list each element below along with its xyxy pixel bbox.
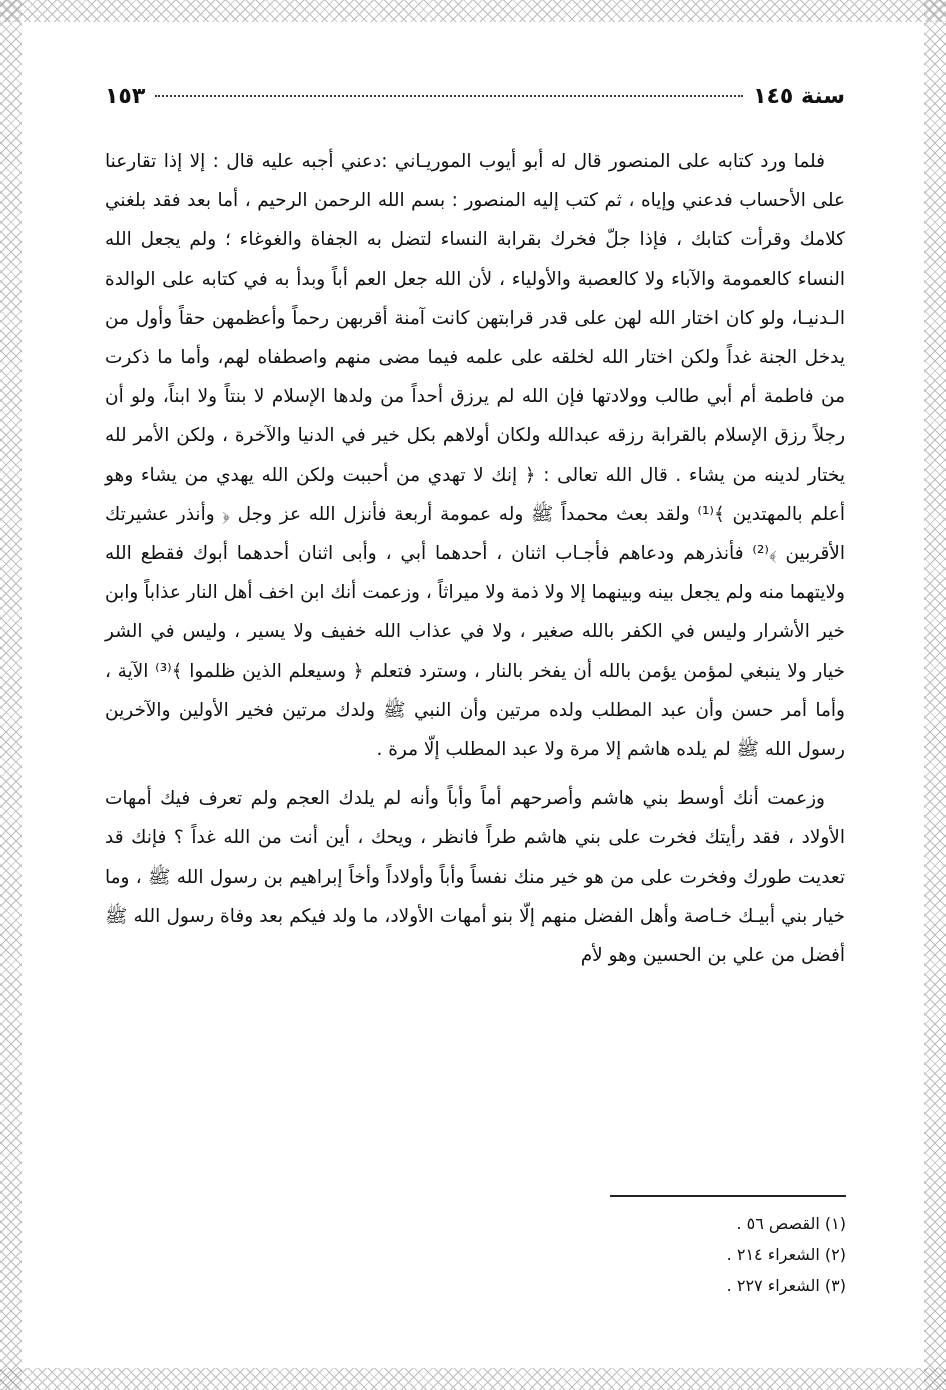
page	[105, 84, 845, 975]
ornamental-border-top	[0, 0, 946, 22]
footnote: (٣) الشعراء ٢٢٧ .	[726, 1276, 846, 1295]
footnote: (٢) الشعراء ٢١٤ .	[726, 1245, 846, 1264]
ornamental-border-right	[924, 0, 946, 1390]
page-number: ١٥٣	[105, 84, 146, 109]
footnote-separator	[610, 1195, 846, 1197]
header-dotted-leader	[155, 95, 743, 97]
footnote: (١) القصص ٥٦ .	[736, 1214, 846, 1233]
ornamental-border-left	[0, 0, 22, 1390]
running-header	[105, 84, 845, 124]
footnotes	[546, 1208, 846, 1301]
header-year-title: سنة ١٤٥	[753, 84, 845, 109]
paragraph: وزعمت أنك أوسط بني هاشم وأصرحهم أماً وأباً وأنه لم يلدك العجم ولم تعرف فيك أمهات الأولاد ، فقد رأيتك فخرت على بني هاشم طراً فانظر ، ويحك ، أين أنت من الله غداً ؟ فإنك قد تعديت طورك وفخرت على من هو خير منك نفساً وأباً وأولاداً وأخاً إبراهيم بن رسول الله ﷺ ، وما خيار بني أبيـك خـاصة وأهل الفضل منهم إلّا بنو أمهات الأولاد، ما ولد فيكم بعد وفاة رسول الله ﷺ أفضل من علي بن الحسين وهو لأم	[105, 788, 845, 967]
paragraph: فلما ورد كتابه على المنصور قال له أبو أيوب الموريـاني :دعني أجبه عليه قال : إلا إذا تقارعنا على الأحساب فدعني وإياه ، ثم كتب إليه المنصور : بسم الله الرحمن الرحيم ، أما بعد فقد بلغني كلامك وقرأت كتابك ، فإذا جلّ فخرك بقرابة النساء لتضل به الجفاة والغوغاء ؛ ولم يجعل الله النساء كالعمومة والآباء ولا كالعصبة والأولياء ، لأن الله جعل العم أباً وبدأ به في كتابه على الوالدة الـدنيـا، ولو كان اختار الله لهن على قدر قرابتهن كانت آمنة أقربهن رحماً وأعظمهن حقاً وأول من يدخل الجنة غداً ولكن اختار الله لخلقه على علمه فيما مضى منهم واصطفاه لهم، وأما ما ذكرت من فاطمة أم أبي طالب وولادتها فإن الله لم يرزق أحداً من ولدها الإسلام لا بنتاً ولا ابناً، ولو أن رجلاً رزق الإسلام بالقرابة رزقه عبدالله ولكان أولاهم بكل خير في الدنيا والآخرة ، ولكن الأمر لله يختار لدينه من يشاء . قال الله تعالى : ﴿ إنك لا تهدي من أحببت ولكن الله يهدي من يشاء وهو أعلم بالمهتدين ﴾⁽¹⁾ ولقد بعث محمداً ﷺ وله عمومة أربعة فأنزل الله عز وجل ﴿ وأنذر عشيرتك الأقربين ﴾⁽²⁾ فأنذرهم ودعاهم فأجـاب اثنان ، أحدهما أبي ، وأبى اثنان أحدهما أبوك فقطع الله ولايتهما منه ولم يجعل بينه وبينهما إلا ولا ذمة ولا ميراثاً ، وزعمت أنك ابن اخف أهل النار عذاباً وابن خير الأشرار وليس في الكفر بالله صغير ، ولا في عذاب الله خفيف ولا يسير ، وليس في الشر خيار ولا ينبغي لمؤمن يؤمن بالله أن يفخر بالنار ، وسترد فتعلم ﴿ وسيعلم الذين ظلموا ﴾⁽³⁾ الآية ، وأما أمر حسن وأن عبد المطلب ولده مرتين وأن النبي ﷺ ولدك مرتين فخير الأولين والآخرين رسول الله ﷺ لم يلده هاشم إلا مرة ولا عبد المطلب إلّا مرة .	[105, 151, 845, 761]
body-text	[105, 142, 845, 975]
ornamental-border-bottom	[0, 1368, 946, 1390]
